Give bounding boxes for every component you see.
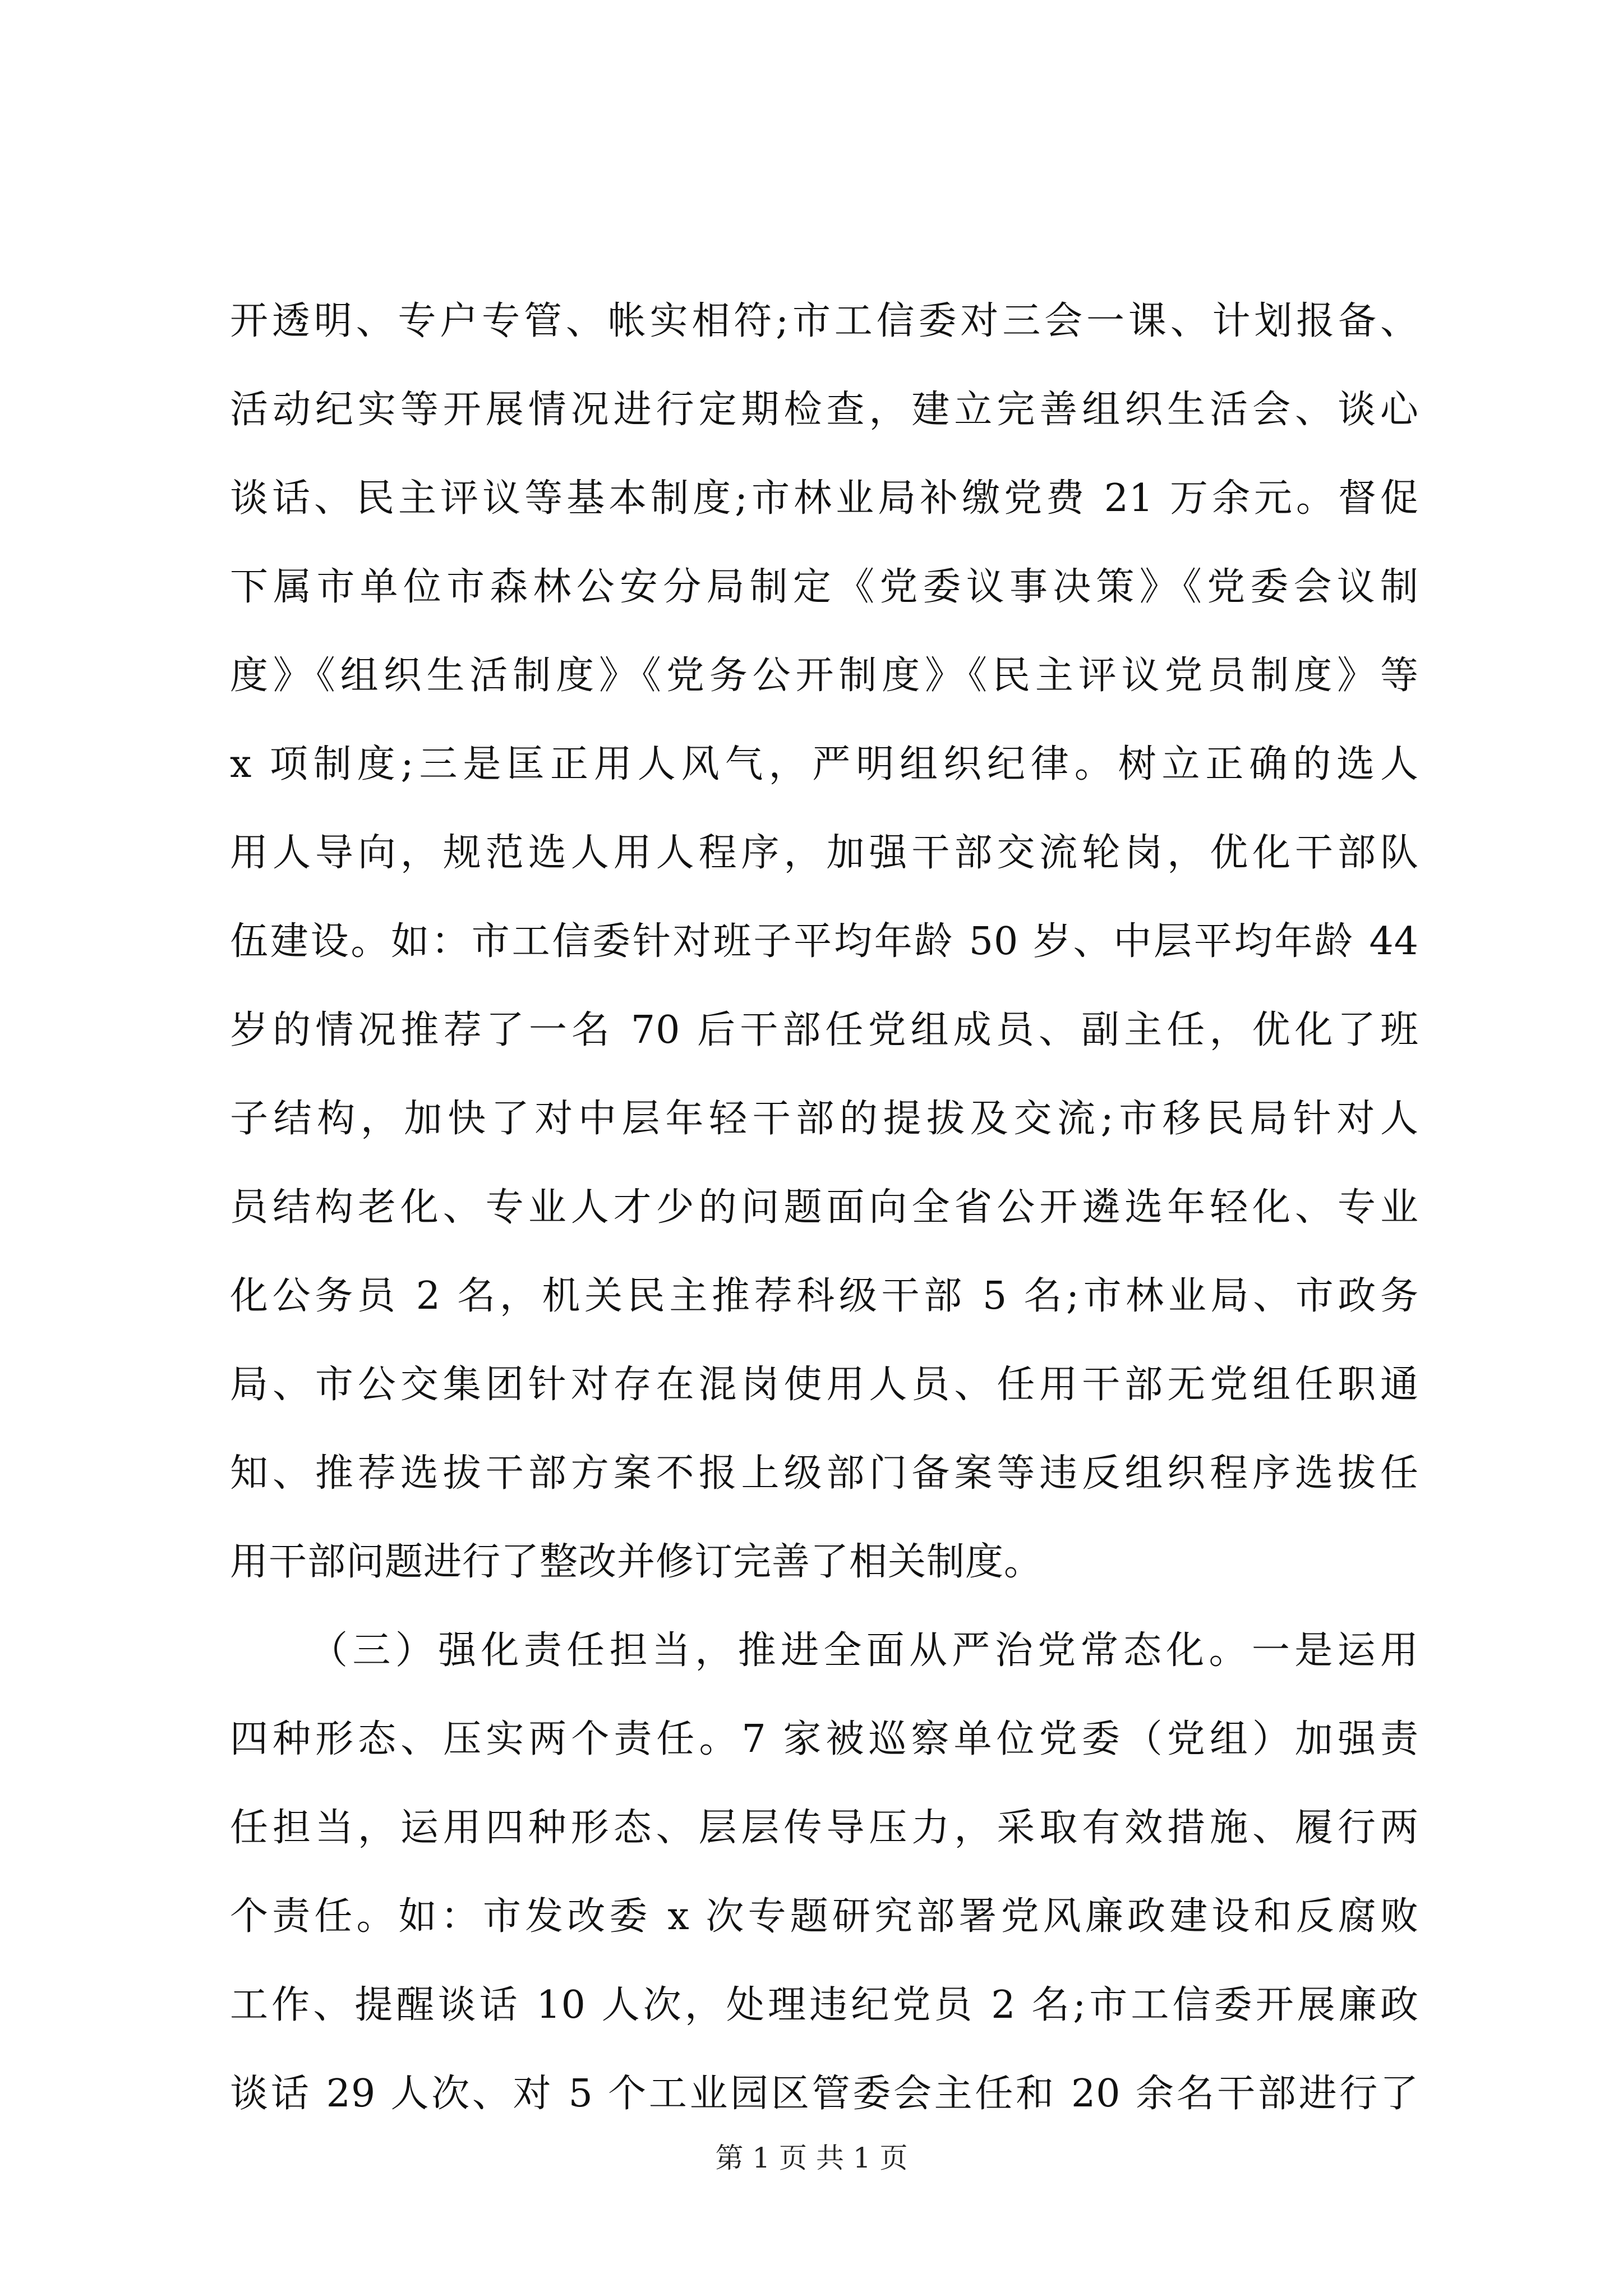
body-text-line: 下属市单位市森林公安分局制定《党委议事决策》《党委会议制	[230, 565, 1419, 609]
body-text-line: 员结构老化、专业人才少的问题面向全省公开遴选年轻化、专业	[230, 1185, 1419, 1230]
body-text-line: 活动纪实等开展情况进行定期检查，建立完善组织生活会、谈心	[230, 388, 1419, 432]
body-text-line: x 项制度;三是匡正用人风气，严明组织纪律。树立正确的选人	[230, 742, 1419, 786]
body-text-line: 个责任。如：市发改委 x 次专题研究部署党风廉政建设和反腐败	[230, 1894, 1419, 1939]
body-text-line: 度》《组织生活制度》《党务公开制度》《民主评议党员制度》等	[230, 654, 1419, 698]
body-text-line: 开透明、专户专管、帐实相符;市工信委对三会一课、计划报备、	[230, 299, 1419, 343]
body-text-line: 岁的情况推荐了一名 70 后干部任党组成员、副主任，优化了班	[230, 1008, 1419, 1052]
body-text-line: 局、市公交集团针对存在混岗使用人员、任用干部无党组任职通	[230, 1363, 1419, 1407]
body-text-line: 化公务员 2 名，机关民主推荐科级干部 5 名;市林业局、市政务	[230, 1274, 1419, 1318]
page-number-footer: 第 1 页 共 1 页	[715, 2142, 908, 2174]
body-text-line: 四种形态、压实两个责任。7 家被巡察单位党委（党组）加强责	[230, 1717, 1419, 1761]
body-text-line: 任担当，运用四种形态、层层传导压力，采取有效措施、履行两	[230, 1806, 1419, 1850]
body-text-line: 子结构，加快了对中层年轻干部的提拔及交流;市移民局针对人	[230, 1097, 1419, 1141]
body-text-line: 谈话、民主评议等基本制度;市林业局补缴党费 21 万余元。督促	[230, 476, 1419, 521]
section-heading-line: （三）强化责任担当，推进全面从严治党常态化。一是运用	[310, 1628, 1419, 1673]
body-text-line: 工作、提醒谈话 10 人次，处理违纪党员 2 名;市工信委开展廉政	[230, 1983, 1419, 2027]
body-text-line: 知、推荐选拔干部方案不报上级部门备案等违反组织程序选拔任	[230, 1451, 1419, 1496]
body-text-line: 伍建设。如：市工信委针对班子平均年龄 50 岁、中层平均年龄 44	[230, 919, 1419, 964]
body-text-line: 谈话 29 人次、对 5 个工业园区管委会主任和 20 余名干部进行了	[230, 2072, 1419, 2116]
body-text-line: 用干部问题进行了整改并修订完善了相关制度。	[230, 1540, 1043, 1584]
body-text-line: 用人导向，规范选人用人程序，加强干部交流轮岗，优化干部队	[230, 831, 1419, 875]
